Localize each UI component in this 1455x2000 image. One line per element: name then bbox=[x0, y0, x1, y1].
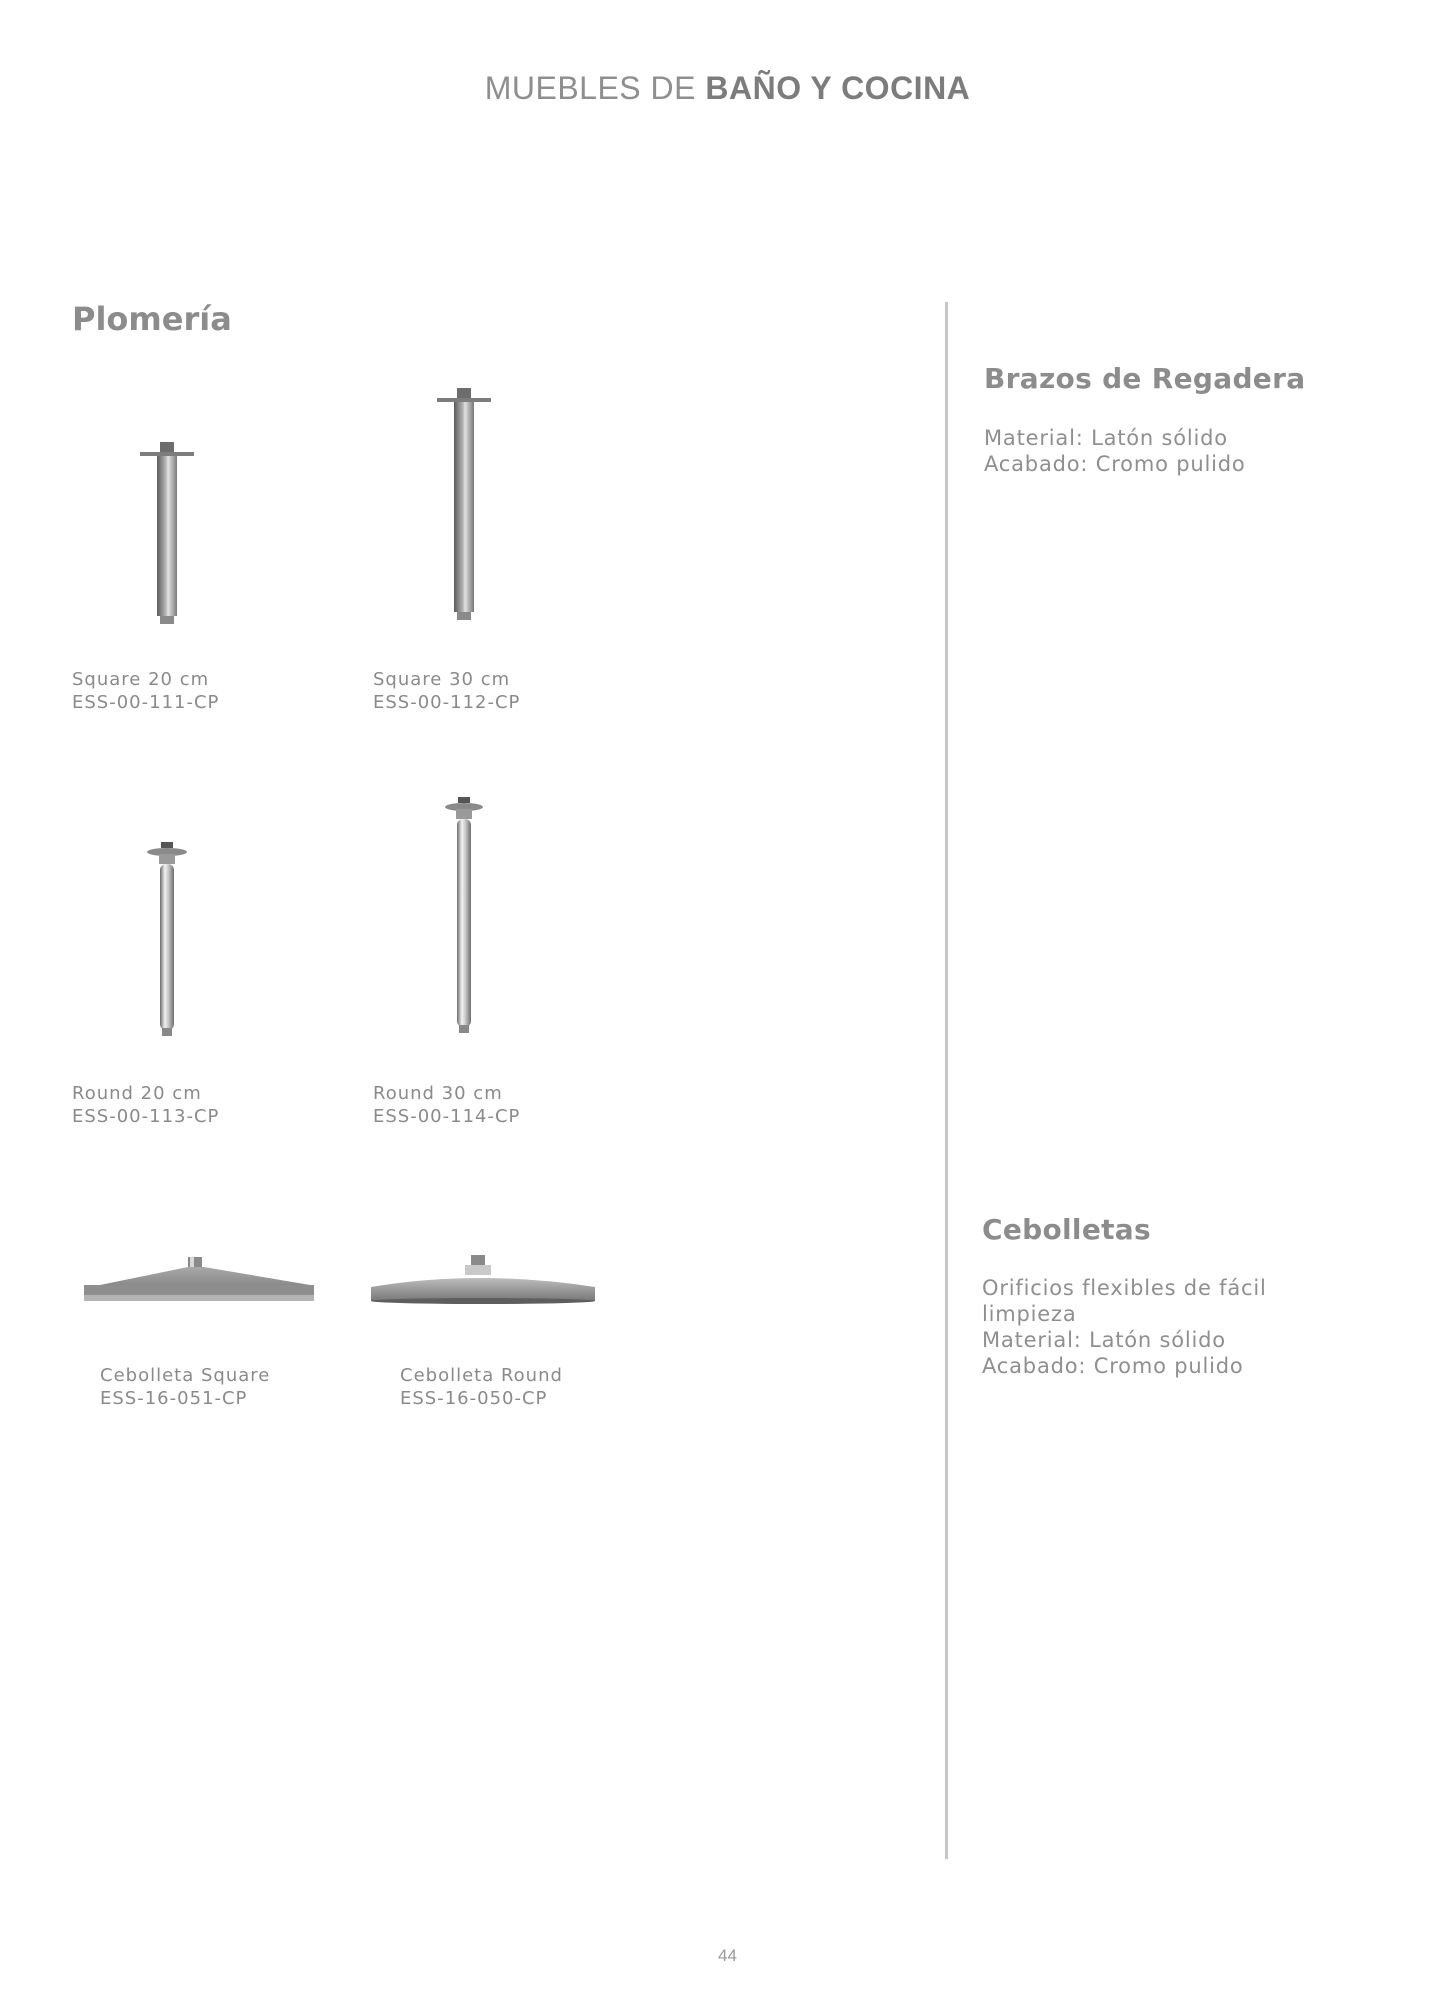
section-title: Plomería bbox=[72, 300, 232, 338]
arms-spec-line: Acabado: Cromo pulido bbox=[984, 452, 1246, 476]
product-name: Cebolleta Round bbox=[400, 1365, 563, 1386]
product-card bbox=[72, 440, 342, 714]
product-code: ESS-00-113-CP bbox=[72, 1106, 220, 1127]
product-card bbox=[373, 795, 643, 1128]
heads-spec-line: Acabado: Cromo pulido bbox=[982, 1354, 1244, 1378]
square-showerhead-icon bbox=[80, 1255, 320, 1315]
heads-spec-line: Material: Latón sólido bbox=[982, 1328, 1226, 1352]
page-header bbox=[0, 70, 1455, 107]
product-card bbox=[373, 385, 643, 714]
heads-specs bbox=[982, 1275, 1312, 1379]
product-name: Round 20 cm bbox=[72, 1083, 202, 1104]
square-shower-arm-icon bbox=[72, 440, 342, 630]
product-card bbox=[72, 840, 342, 1128]
column-divider bbox=[945, 302, 948, 1859]
product-code: ESS-00-112-CP bbox=[373, 692, 521, 713]
arms-specs bbox=[984, 425, 1314, 477]
arms-spec-line: Material: Latón sólido bbox=[984, 426, 1228, 450]
round-shower-arm-icon bbox=[72, 840, 342, 1040]
product-code: ESS-00-111-CP bbox=[72, 692, 220, 713]
header-prefix: MUEBLES DE bbox=[484, 70, 706, 106]
product-code: ESS-16-050-CP bbox=[400, 1388, 548, 1409]
product-name: Square 20 cm bbox=[72, 669, 210, 690]
heads-title: Cebolletas bbox=[982, 1213, 1151, 1246]
round-shower-arm-icon bbox=[373, 795, 643, 1040]
product-name: Round 30 cm bbox=[373, 1083, 503, 1104]
heads-spec-line: limpieza bbox=[982, 1302, 1077, 1326]
header-emphasis: BAÑO Y COCINA bbox=[705, 70, 971, 106]
page-number: 44 bbox=[718, 1946, 737, 1965]
arms-title: Brazos de Regadera bbox=[984, 362, 1306, 395]
product-card bbox=[365, 1255, 635, 1410]
product-name: Square 30 cm bbox=[373, 669, 511, 690]
round-showerhead-icon bbox=[365, 1255, 605, 1315]
product-code: ESS-16-051-CP bbox=[100, 1388, 248, 1409]
product-code: ESS-00-114-CP bbox=[373, 1106, 521, 1127]
product-name: Cebolleta Square bbox=[100, 1365, 271, 1386]
square-shower-arm-icon bbox=[373, 385, 643, 630]
heads-spec-line: Orificios flexibles de fácil bbox=[982, 1276, 1267, 1300]
product-card bbox=[80, 1255, 350, 1410]
